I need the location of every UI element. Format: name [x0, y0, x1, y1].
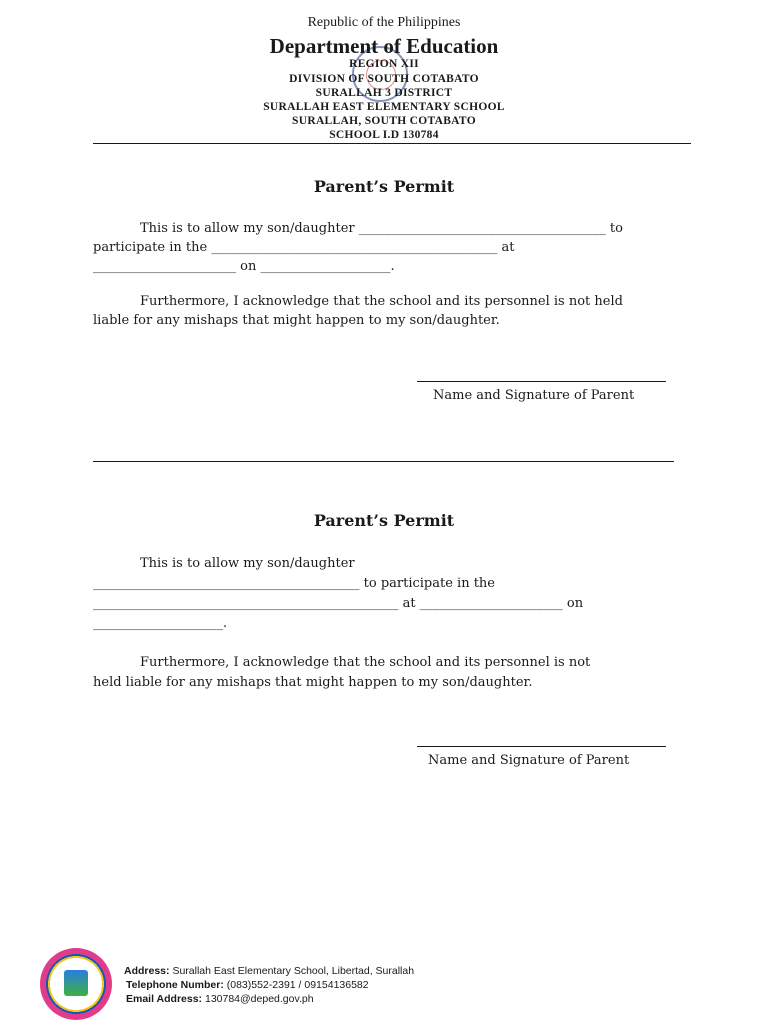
phone-value: (083)552-2391 / 09154136582	[226, 979, 369, 991]
permit-line: This is to allow my son/daughter ______________________________________ to	[140, 221, 623, 236]
region-heading: REGION XII	[349, 58, 419, 70]
cut-divider	[93, 461, 674, 462]
footer-email	[126, 993, 314, 1005]
signature-line	[417, 746, 666, 747]
disclaimer-line: Furthermore, I acknowledge that the school and its personnel is not	[140, 655, 591, 670]
signature-line	[417, 381, 666, 382]
permit-line: ______________________ on ____________________.	[93, 259, 395, 274]
header-divider	[93, 143, 691, 144]
address-label: Address:	[124, 965, 170, 977]
disclaimer-line: held liable for any mishaps that might happen to my son/daughter.	[93, 675, 533, 690]
republic-heading: Republic of the Philippines	[307, 15, 461, 30]
email-label: Email Address:	[126, 993, 203, 1005]
disclaimer-line: Furthermore, I acknowledge that the school and its personnel is not held	[140, 294, 623, 309]
permit-title: Parent’s Permit	[313, 177, 455, 196]
permit-line: _________________________________________ to participate in the	[93, 576, 495, 591]
school-heading: SURALLAH EAST ELEMENTARY SCHOOL	[263, 101, 505, 113]
school-id-heading: SCHOOL I.D 130784	[329, 129, 439, 141]
signature-label: Name and Signature of Parent	[428, 753, 630, 768]
signature-label: Name and Signature of Parent	[433, 388, 635, 403]
footer-address	[124, 965, 414, 977]
disclaimer-line: liable for any mishaps that might happen to my son/daughter.	[93, 313, 500, 328]
permit-title: Parent’s Permit	[313, 511, 455, 530]
school-logo	[40, 948, 112, 1020]
district-heading: SURALLAH 3 DISTRICT	[315, 87, 453, 99]
department-heading: Department of Education	[269, 34, 499, 58]
phone-label: Telephone Number:	[126, 979, 224, 991]
footer-phone	[126, 979, 369, 991]
location-heading: SURALLAH, SOUTH COTABATO	[292, 115, 476, 127]
division-heading: DIVISION OF SOUTH COTABATO	[289, 73, 479, 85]
permit-line: This is to allow my son/daughter	[140, 556, 355, 571]
address-value: Surallah East Elementary School, Libertad, Surallah	[172, 965, 415, 977]
permit-line: participate in the ____________________________________________ at	[93, 240, 515, 255]
email-value: 130784@deped.gov.ph	[204, 993, 314, 1005]
permit-line: _______________________________________________ at ______________________ on	[93, 596, 584, 611]
permit-line: ____________________.	[93, 616, 228, 631]
